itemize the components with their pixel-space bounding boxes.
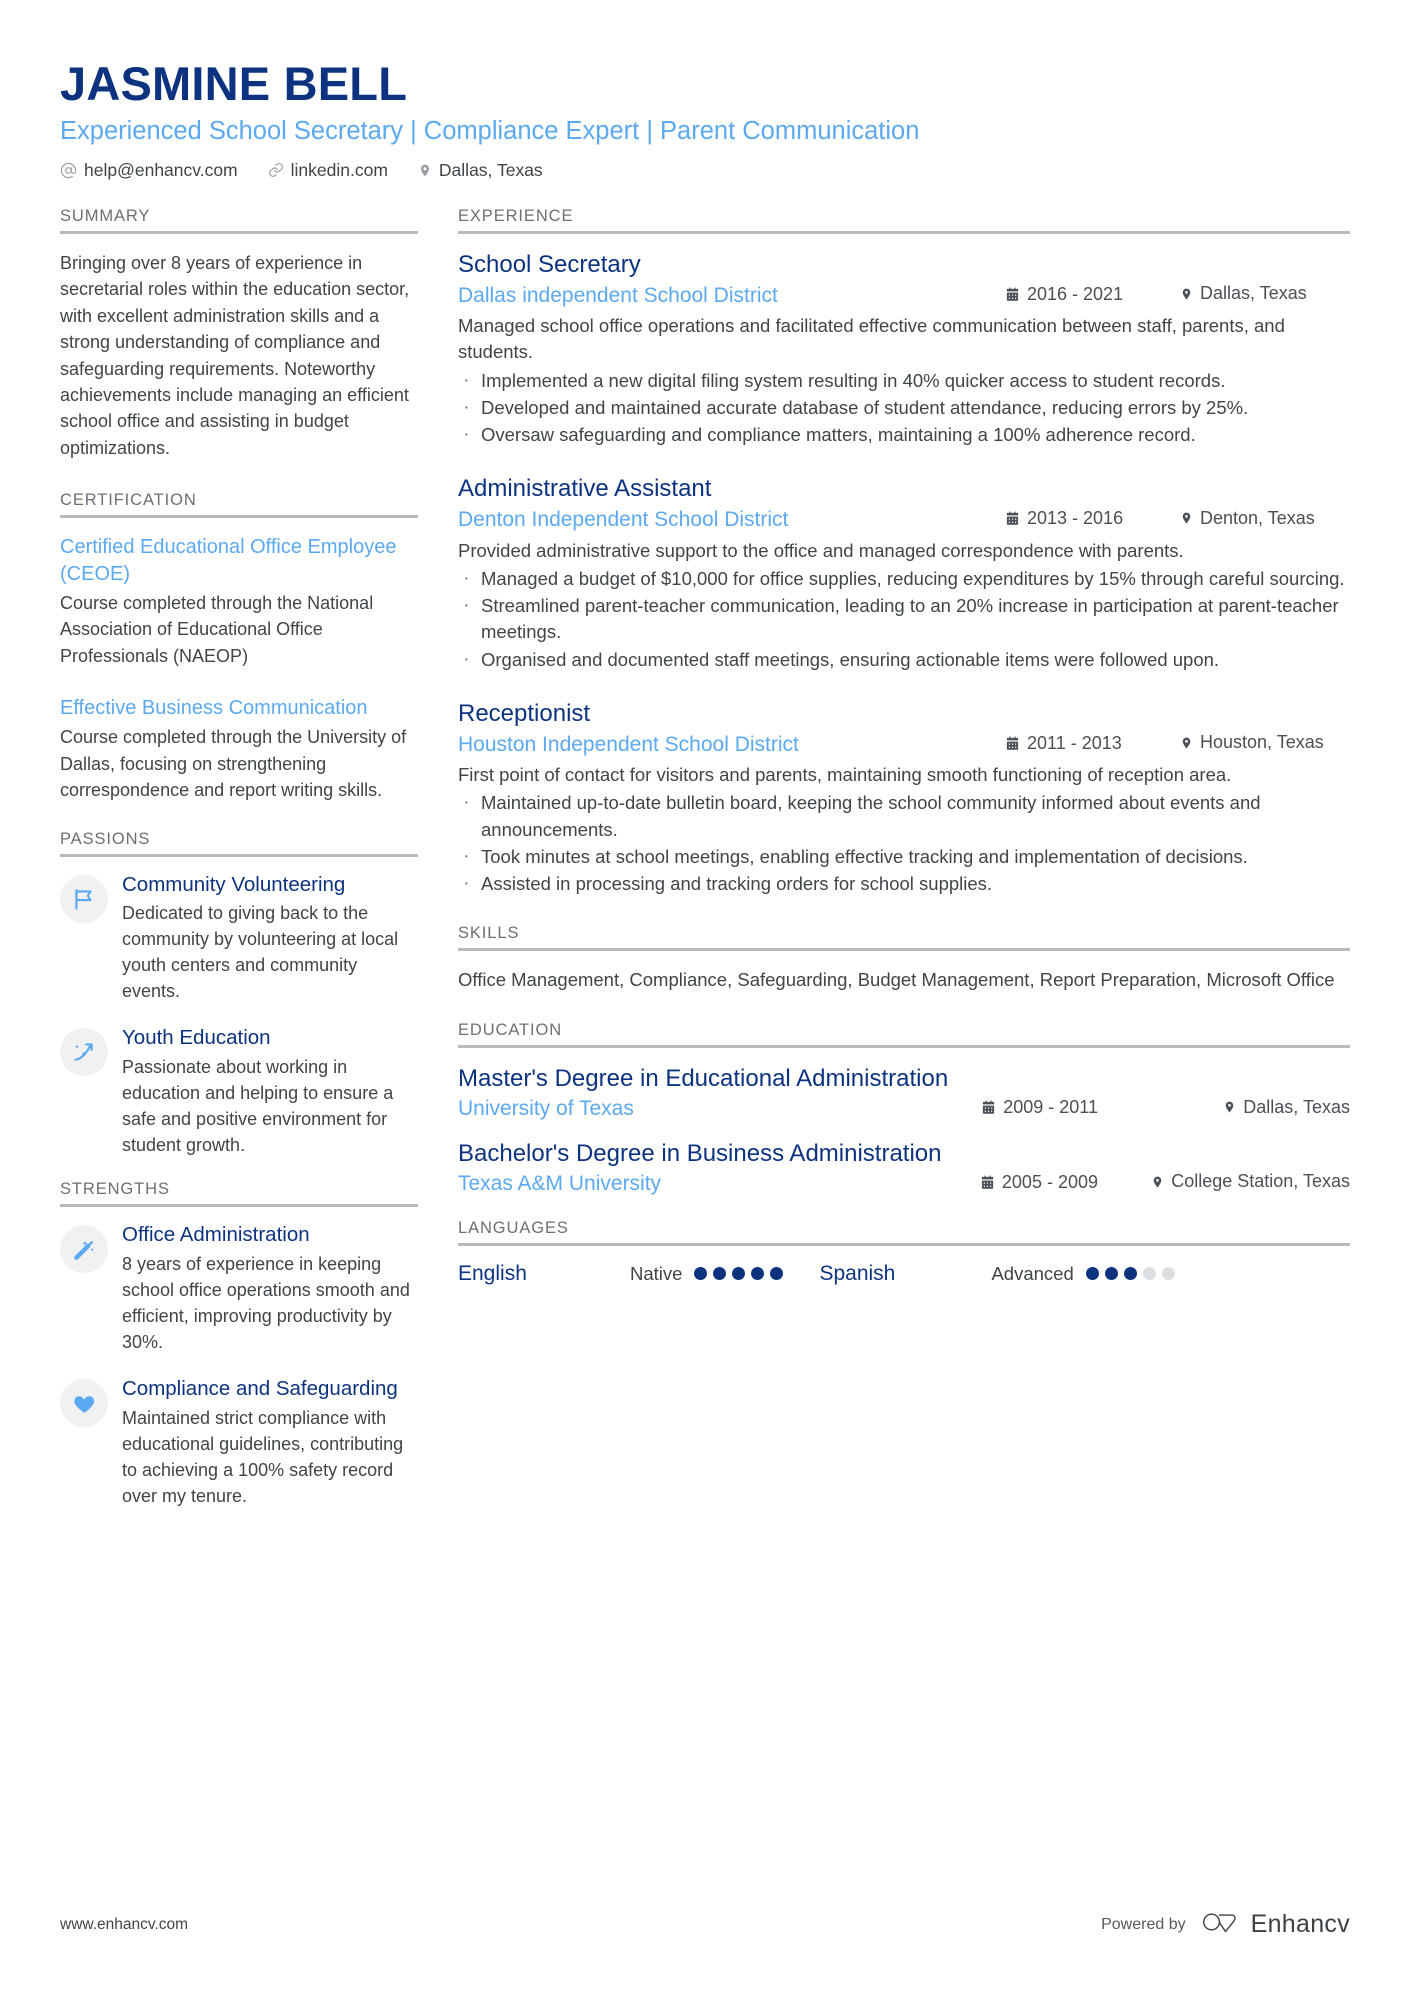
rating-dot xyxy=(694,1267,707,1280)
job-company[interactable]: Dallas independent School District xyxy=(458,283,778,307)
job-bullet: · Took minutes at school meetings, enabling effective tracking and implementation of decisions. xyxy=(458,844,1350,870)
section-title-passions: PASSIONS xyxy=(60,829,151,848)
section-certification xyxy=(60,491,418,803)
strength-title: Compliance and Safeguarding xyxy=(122,1377,398,1401)
location-pin-icon xyxy=(1180,510,1193,526)
contact-location xyxy=(418,160,543,181)
rating-dot xyxy=(1086,1267,1099,1280)
certification-item xyxy=(60,695,418,803)
resume-header xyxy=(60,58,1350,181)
passion-title: Community Volunteering xyxy=(122,872,346,896)
divider xyxy=(458,1045,1350,1048)
contact-linkedin[interactable] xyxy=(268,160,388,181)
job-role: Receptionist xyxy=(458,699,591,727)
language-rating xyxy=(694,1267,783,1280)
experience-item xyxy=(458,250,1350,449)
job-bullet: · Developed and maintained accurate database of student attendance, reducing errors by 25%. xyxy=(458,395,1350,421)
calendar-icon xyxy=(1005,287,1020,302)
job-location xyxy=(1180,732,1350,753)
job-summary: Managed school office operations and facilitated effective communication between staff, parents, and students. xyxy=(458,315,1285,363)
brand xyxy=(1202,1909,1350,1940)
skills-text: Office Management, Compliance, Safeguarding, Budget Management, Report Preparation, Microsoft Office xyxy=(458,968,1335,990)
job-role: School Secretary xyxy=(458,250,641,278)
job-role: Administrative Assistant xyxy=(458,475,712,503)
sidebar xyxy=(60,207,418,1532)
calendar-icon xyxy=(980,1175,995,1190)
language-item xyxy=(819,1262,1174,1286)
link-icon xyxy=(268,162,284,178)
job-company[interactable]: Houston Independent School District xyxy=(458,732,799,756)
passion-description: Passionate about working in education and helping to ensure a safe and positive environment for student growth. xyxy=(122,1057,394,1156)
language-rating xyxy=(1086,1267,1175,1280)
section-experience xyxy=(458,207,1350,898)
certification-name[interactable]: Effective Business Communication xyxy=(60,697,368,720)
language-level: Native xyxy=(630,1262,683,1284)
job-location-text: Houston, Texas xyxy=(1200,732,1324,753)
language-list xyxy=(458,1262,1350,1286)
magic-wand-icon xyxy=(60,1225,108,1273)
calendar-icon xyxy=(981,1100,996,1115)
location-pin-icon xyxy=(1180,286,1193,302)
passion-description: Dedicated to giving back to the community by volunteering at local youth centers and community events. xyxy=(122,903,399,1002)
section-education xyxy=(458,1021,1350,1197)
location-pin-icon xyxy=(1151,1174,1164,1190)
education-location-text: Dallas, Texas xyxy=(1243,1096,1350,1117)
experience-item xyxy=(458,474,1350,673)
rating-dot xyxy=(770,1267,783,1280)
rating-dot xyxy=(1124,1267,1137,1280)
location-pin-icon xyxy=(1223,1099,1236,1115)
language-name: English xyxy=(458,1261,527,1285)
calendar-icon xyxy=(1005,511,1020,526)
job-dates-text: 2016 - 2021 xyxy=(1027,283,1124,304)
job-bullet: · Maintained up-to-date bulletin board, keeping the school community informed about events and announcements. xyxy=(458,790,1350,843)
experience-item xyxy=(458,699,1350,898)
section-title-experience: EXPERIENCE xyxy=(458,206,574,225)
job-location xyxy=(1180,283,1350,304)
section-languages xyxy=(458,1219,1350,1286)
education-dates-text: 2009 - 2011 xyxy=(1003,1097,1098,1118)
job-location-text: Dallas, Texas xyxy=(1200,283,1307,304)
job-company[interactable]: Denton Independent School District xyxy=(458,508,789,532)
section-title-certification: CERTIFICATION xyxy=(60,491,197,510)
section-title-languages: LANGUAGES xyxy=(458,1218,569,1237)
strength-item xyxy=(60,1377,418,1509)
section-summary xyxy=(60,207,418,462)
summary-text: Bringing over 8 years of experience in secretarial roles within the education sector, with excellent administration skills and a strong understanding of compliance and safeguarding requirements. Noteworthy achievements include managing an efficient school office and assisting in budget optimizations. xyxy=(60,252,410,458)
certification-description: Course completed through the University of Dallas, focusing on strengthening correspondence and report writing skills. xyxy=(60,727,407,801)
job-bullet: · Organised and documented staff meetings, ensuring actionable items were followed upon. xyxy=(458,647,1350,673)
contact-location-text: Dallas, Texas xyxy=(438,159,543,180)
rating-dot xyxy=(1143,1267,1156,1280)
job-bullet: · Implemented a new digital filing system resulting in 40% quicker access to student records. xyxy=(458,368,1350,394)
education-degree: Bachelor's Degree in Business Administration xyxy=(458,1139,942,1167)
language-item xyxy=(458,1262,783,1286)
contact-email[interactable] xyxy=(60,160,238,181)
strength-title: Office Administration xyxy=(122,1223,310,1247)
page-title: JASMINE BELL xyxy=(60,57,408,110)
passion-title: Youth Education xyxy=(122,1026,271,1050)
divider xyxy=(458,1243,1350,1246)
section-title-skills: SKILLS xyxy=(458,923,520,942)
job-dates xyxy=(1005,733,1180,754)
education-location-text: College Station, Texas xyxy=(1171,1171,1350,1192)
job-bullets xyxy=(458,790,1350,897)
certification-name[interactable]: Certified Educational Office Employee (CEOE) xyxy=(60,536,397,586)
contact-bar xyxy=(60,160,1350,181)
language-name: Spanish xyxy=(819,1261,896,1285)
passion-item xyxy=(60,1026,418,1158)
education-dates xyxy=(935,1097,1120,1118)
footer-url[interactable]: www.enhancv.com xyxy=(60,1915,189,1933)
section-passions xyxy=(60,830,418,1159)
job-summary: First point of contact for visitors and parents, maintaining smooth functioning of reception area. xyxy=(458,764,1232,786)
job-bullet: · Streamlined parent-teacher communication, leading to an 20% increase in participation at parent-teacher meetings. xyxy=(458,593,1350,646)
location-pin-icon xyxy=(418,162,432,179)
job-location-text: Denton, Texas xyxy=(1200,507,1315,528)
at-icon xyxy=(60,162,77,179)
job-dates xyxy=(1005,508,1180,529)
job-bullet: · Managed a budget of $10,000 for office supplies, reducing expenditures by 15% through careful sourcing. xyxy=(458,566,1350,592)
section-strengths xyxy=(60,1180,418,1509)
education-school[interactable]: Texas A&M University xyxy=(458,1171,662,1195)
strength-item xyxy=(60,1223,418,1355)
education-school[interactable]: University of Texas xyxy=(458,1097,634,1121)
education-dates-text: 2005 - 2009 xyxy=(1001,1171,1098,1192)
education-location xyxy=(1120,1097,1350,1118)
education-item xyxy=(458,1139,1350,1197)
main-column xyxy=(458,207,1350,1288)
section-skills xyxy=(458,924,1350,994)
job-dates-text: 2013 - 2016 xyxy=(1027,508,1124,529)
calendar-icon xyxy=(1005,736,1020,751)
divider xyxy=(60,231,418,234)
enhancv-logo-icon xyxy=(1202,1909,1242,1940)
powered-by-label: Powered by xyxy=(1101,1915,1186,1933)
footer xyxy=(60,1909,1350,1940)
job-location xyxy=(1180,508,1350,529)
education-item xyxy=(458,1064,1350,1122)
job-dates xyxy=(1005,284,1180,305)
trend-arrow-icon xyxy=(60,1028,108,1076)
education-dates xyxy=(935,1172,1120,1193)
divider xyxy=(60,515,418,518)
rating-dot xyxy=(1162,1267,1175,1280)
strength-description: 8 years of experience in keeping school office operations smooth and efficient, improving productivity by 30%. xyxy=(122,1254,410,1353)
brand-name: Enhancv xyxy=(1250,1910,1350,1938)
education-location xyxy=(1120,1171,1350,1192)
heart-icon xyxy=(60,1379,108,1427)
certification-description: Course completed through the National Association of Educational Office Professionals (NAEOP) xyxy=(60,592,374,666)
contact-linkedin-text: linkedin.com xyxy=(290,159,388,180)
job-dates-text: 2011 - 2013 xyxy=(1027,732,1122,753)
headline: Experienced School Secretary | Compliance Expert | Parent Communication xyxy=(60,116,920,145)
divider xyxy=(60,1204,418,1207)
strength-description: Maintained strict compliance with educational guidelines, contributing to achieving a 100% safety record over my tenure. xyxy=(122,1408,404,1507)
flag-icon xyxy=(60,875,108,923)
section-title-summary: SUMMARY xyxy=(60,206,151,225)
job-bullet: · Oversaw safeguarding and compliance matters, maintaining a 100% adherence record. xyxy=(458,422,1350,448)
section-title-strengths: STRENGTHS xyxy=(60,1180,170,1199)
job-bullet: · Assisted in processing and tracking orders for school supplies. xyxy=(458,871,1350,897)
divider xyxy=(458,231,1350,234)
job-summary: Provided administrative support to the office and managed correspondence with parents. xyxy=(458,539,1184,561)
rating-dot xyxy=(713,1267,726,1280)
rating-dot xyxy=(751,1267,764,1280)
contact-email-text: help@enhancv.com xyxy=(84,159,238,180)
job-bullets xyxy=(458,368,1350,449)
job-bullets xyxy=(458,566,1350,673)
divider xyxy=(458,948,1350,951)
location-pin-icon xyxy=(1180,735,1193,751)
passion-item xyxy=(60,873,418,1005)
rating-dot xyxy=(732,1267,745,1280)
certification-item xyxy=(60,534,418,669)
divider xyxy=(60,854,418,857)
rating-dot xyxy=(1105,1267,1118,1280)
education-degree: Master's Degree in Educational Administration xyxy=(458,1065,949,1093)
section-title-education: EDUCATION xyxy=(458,1021,563,1040)
language-level: Advanced xyxy=(991,1262,1074,1284)
